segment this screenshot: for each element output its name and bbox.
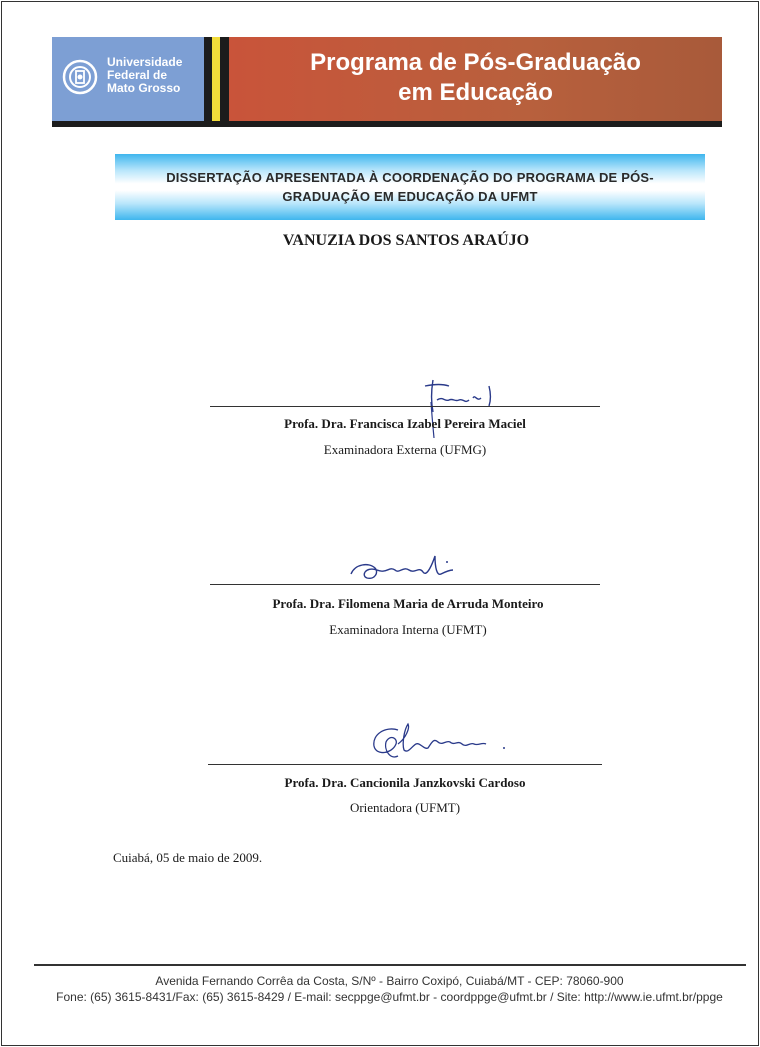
date-line: Cuiabá, 05 de maio de 2009. bbox=[113, 850, 263, 865]
dissertation-line: DISSERTAÇÃO APRESENTADA À COORDENAÇÃO DO PROGRAMA DE PÓS- bbox=[166, 170, 654, 185]
dissertation-line: GRADUAÇÃO EM EDUCAÇÃO DA UFMT bbox=[282, 189, 538, 204]
footer-address: Avenida Fernando Corrêa da Costa, S/Nº - Bairro Coxipó, Cuiabá/MT - CEP: 78060-900 bbox=[155, 974, 624, 988]
banner-stripe bbox=[212, 37, 220, 121]
footer-rule bbox=[34, 964, 746, 966]
signature-line bbox=[210, 584, 600, 585]
university-panel bbox=[52, 37, 204, 121]
dissertation-statement bbox=[115, 168, 705, 206]
footer-contact: Fone: (65) 3615-8431/Fax: (65) 3615-8429 / E-mail: secppge@ufmt.br - coordppge@ufmt.br / Site: http://www.ie.ufmt.br/ppge bbox=[56, 990, 723, 1004]
signature-advisor bbox=[368, 720, 513, 765]
university-name-line: Federal de bbox=[107, 68, 168, 82]
university-name-line: Universidade bbox=[107, 55, 183, 69]
examiner-name: Profa. Dra. Filomena Maria de Arruda Monteiro bbox=[272, 596, 544, 611]
banner-stripe bbox=[220, 37, 229, 121]
examiner-name: Profa. Dra. Cancionila Janzkovski Cardoso bbox=[284, 775, 526, 790]
university-name bbox=[107, 56, 207, 95]
program-title-line: Programa de Pós-Graduação bbox=[310, 49, 641, 76]
signature-examiner-2 bbox=[345, 548, 465, 588]
banner-bottom-rule bbox=[52, 121, 722, 127]
signature-line bbox=[208, 764, 602, 765]
dissertation-band bbox=[115, 154, 705, 220]
program-panel bbox=[229, 37, 722, 121]
program-title-line: em Educação bbox=[398, 79, 553, 106]
examiner-name: Profa. Dra. Francisca Izabel Pereira Maciel bbox=[284, 416, 526, 431]
examiner-role: Examinadora Interna (UFMT) bbox=[329, 622, 487, 637]
university-name-line: Mato Grosso bbox=[107, 81, 181, 95]
header-banner bbox=[52, 37, 722, 127]
author-name: VANUZIA DOS SANTOS ARAÚJO bbox=[282, 232, 530, 249]
university-seal-icon bbox=[62, 59, 98, 95]
examiner-role: Examinadora Externa (UFMG) bbox=[323, 442, 487, 457]
signature-line bbox=[210, 406, 600, 407]
banner-stripe bbox=[204, 37, 212, 121]
examiner-role: Orientadora (UFMT) bbox=[349, 800, 461, 815]
program-title bbox=[229, 48, 722, 108]
